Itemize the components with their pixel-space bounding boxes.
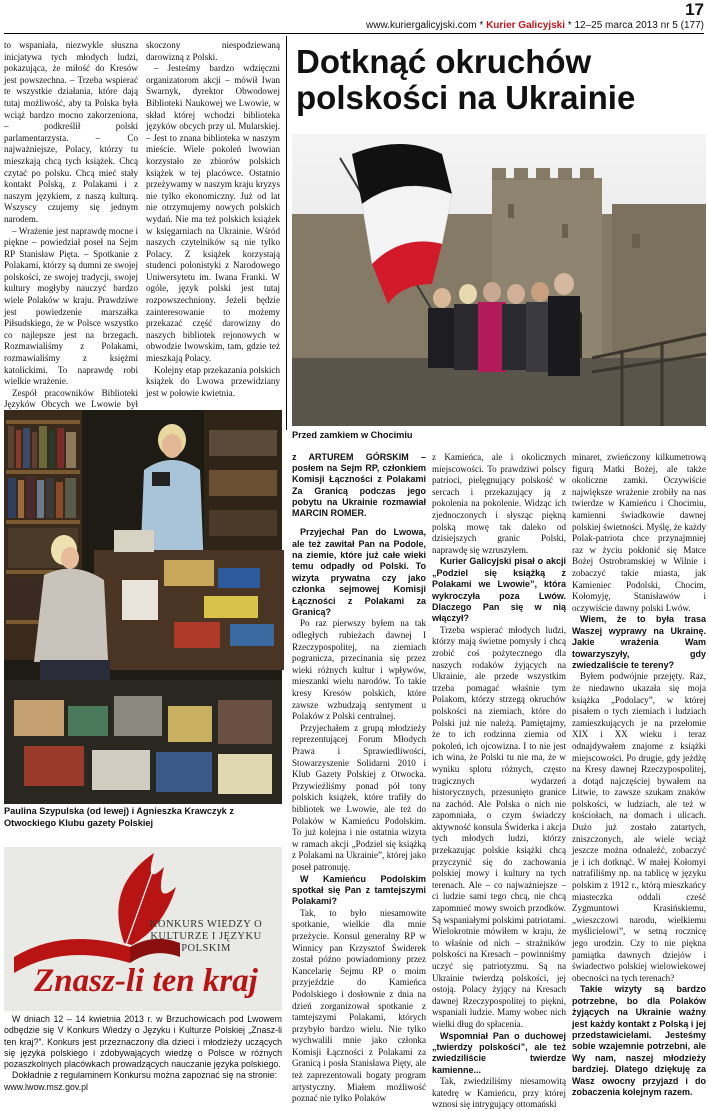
header-website[interactable]: www.kuriergalicyjski.com <box>366 20 477 31</box>
castle-photo <box>292 134 706 426</box>
interview-closing: Takie wizyty są bardzo potrzebne, bo dla Polaków żyjących na Ukrainie ważny jest każdy kontakt z Polską i jej przedstawicielami. Jesteśmy sobie wzajemnie potrzebni, ale Wy nam, naszej młodzieży bardziej. Dlatego dziękuję za Wasz owocny przyjazd i do zobaczenia kolejnym razem. <box>572 984 706 1098</box>
contest-subtitle: KONKURS WIEDZY O KULTURZE I JĘZYKU POLSKIM <box>149 919 263 954</box>
contest-paragraph: Dokładnie z regulaminem Konkursu można zapoznać się na stronie: <box>12 1070 278 1081</box>
col1-paragraph: – Wrażenie jest naprawdę mocne i piękne – powiedział poseł na Sejm RP Stanisław Pięta. – Spotkanie z Polakami, którzy są dumni ze swojej polskości, ze swojej tradycji, swojej kultury mogłyby nauczyć bardzo wiele Polaków w kraju. Prawdziwe jest powiedzenie marszałka Piłsudskiego, że w Polsce wszystko co najlepsze jest na brzegach. Rozmawialiśmy z Polakami, rozmawialiśmy z księżmi katolickimi. To naprawdę robi wielkie wrażenie. <box>4 225 138 387</box>
col1-paragraph: Zespół pracowników Biblioteki Języków Obcych we Lwowie był <box>4 387 138 410</box>
library-photo <box>4 410 282 804</box>
article-title: Dotknąć okruchów polskości na Ukrainie <box>296 43 636 116</box>
interview-question: Wiem, że to była trasa Waszej wyprawy na Ukrainę. Jakie wrażenia Wam towarzyszyły, gdy zwiedzaliście te tereny? <box>572 614 706 670</box>
interview-question: Wspomniał Pan o duchowej „twierdzy polskości”, ale też zwiedziliście twierdze kamienne... <box>432 1030 566 1075</box>
article-title-box <box>286 36 706 128</box>
column-3 <box>292 452 426 1104</box>
header-issue: * 12–25 marca 2013 nr 5 (177) <box>565 20 704 31</box>
contest-paragraph: W dniach 12 – 14 kwietnia 2013 r. w Brzuchowicach pod Lwowem odbędzie się V Konkurs Wiedzy o Języku i Kulturze Polskiej „Znasz-li ten kraj?”. Konkurs jest przeznaczony dla dzieci i młodzieży uczących się języka polskiego i zdobywających wiedzę o Polsce w różnych pozaszkolnych placówkach prowadzących nauczanie języka polskiego. <box>4 1014 282 1070</box>
interview-answer: z Kamieńca, ale i okolicznych miejscowości. To prawdziwi polscy patrioci, pielęgnujący polskość w sercach i przekazujący ją z pokolenia na pokolenie. Widząc ich zjednoczonych i słysząc piękną polską mowę tak daleko od dzisiejszych granic Polski, naprawdę się wzruszyłem. <box>432 452 566 555</box>
interview-answer: Po raz pierwszy byłem na tak odległych rubieżach dawnej I Rzeczypospolitej, na ziemiach pogranicza, przecinania się przez wieki różnych kultur i wpływów, mieszanki wielu narodów. To takie kresy Kresów polskich, które zawsze wzbudzają sentyment u Polaków z Polski centralnej. <box>292 618 426 722</box>
col1-paragraph: to wspaniała, niezwykle słuszna inicjatywa tych młodych ludzi, pokazująca, że miłość do Kresów jest powszechna. – Trzeba wspierać te wszystkie działania, które dają tutaj możliwość, aby ta Polska była wciąż bardzo mocno zakorzeniona, – podkreślił polski parlamentarzysta. – Co najważniejsze, Polacy, którzy tu mieszkają chcą tych książek. Chcą czytać po polsku. Chcą mieć stały kontakt Polską, z Polakami i z naszym językiem, z naszą kulturą. Wszyscy czujemy się jednym narodem. <box>4 40 138 224</box>
interview-question: Przyjechał Pan do Lwowa, ale też zawitał Pan na Podole, na ziemie, które już całe wieki temu odpadły od Polski. To wizyta prywatna czy jako członka sejmowej Komisji Łączności z Polakami za Granicą? <box>292 527 426 618</box>
column-5 <box>572 452 706 1100</box>
interview-question: W Kamieńcu Podolskim spotkał się Pan z tamtejszymi Polakami? <box>292 873 426 907</box>
header-brand: Kurier Galicyjski <box>486 20 566 31</box>
contest-ad <box>4 847 282 1011</box>
interview-answer: Przyjechałem z grupą młodzieży reprezentującej Forum Młodych Prawa i Sprawiedliwości, Stowarzyszenie Solidarni 2010 i Klub Gazety Polskiej z Otwocka. Przywieźliśmy ponad pół tony polskich książek, które trafiły do bibliotek we Lwowie, ale też do Polaków w Kamieńcu Podolskim. To już kolejna i nie ostatnia wizyta w ramach akcji „Podziel się książką z Polakami na Ukrainie”, której jako poseł patronuję. <box>292 722 426 872</box>
library-photo-caption: Paulina Szypulska (od lewej) i Agnieszka Krawczyk z Otwockiego Klubu gazety Polskiej <box>4 806 234 828</box>
interview-answer: Tak, zwiedziliśmy niesamowitą katedrę w Kamieńcu, przy której wznosi się intrygujący ottomański <box>432 1076 566 1110</box>
col2-paragraph: skoczony niespodziewaną darowizną z Polski. <box>146 40 280 62</box>
col2-paragraph: – Jesteśmy bardzo wdzięczni organizatorom akcji – mówił Iwan Swarnyk, dyrektor Obwodowej Biblioteki Naukowej we Lwowie, w skład której wchodzi biblioteka języków obcych przy ul. Mularskiej. – Jest to znana biblioteka w naszym mieście. Wiele pokoleń lwowian korzystało ze zbiorów polskich książek w tej placówce. Ostatnio przeżywamy w naszym kraju kryzys nie tylko ekonomiczny. Już od lat nie otrzymujemy nowych polskich wydań. Nie ma też polskich książek w księgarniach na Ukrainie. Wśród naszych czytelników są nie tylko Polacy. Z książek korzystają studenci polonistyki z Narodowego Uniwersytetu im. Iwana Franki. W ogóle, język polski jest tutaj rozpowszechniony. Jeżeli będzie zainteresowanie to możemy przekazać część darowizny do naszych bibliotek rejonowych w obwodzie lwowskim, tam, gdzie też mieszkają Polacy. <box>146 63 280 364</box>
header-separator: * <box>476 20 487 31</box>
column-4 <box>432 452 566 1110</box>
interview-question: Kurier Galicyjski pisał o akcji „Podziel się książką z Polakami we Lwowie”, która wykroczyła poza Lwów. Dlaczego Pan się w nią włączył? <box>432 556 566 624</box>
interview-answer: Trzeba wspierać młodych ludzi, którzy mają świetne pomysły i chcą zrobić coś pożytecznego dla naszych rodaków żyjących na Ukrainie, ale przede wszystkim trzeba pomagać właśnie tym Polakom, którzy strzegą okruchów polskości na ziemiach, które do Polski już nie należą. Pamiętajmy, że to ich rodzinna ziemia od pokoleń, ich ojcowizna. I to nie jest ich wina, że Polski tu nie ma, że w wyniku splotu różnych, często tragicznych wydarzeń historycznych, przesunięto granice na zachód. Ale Polska o nich nie zapomniała, o czym świadczy aktywność konsula Świderka i akcja tych młodych ludzi, którzy przekazując polskie książki chcą przyczynić się do zachowania polskiej mowy i kultury na tych terenach. Ale – co najważniejsze – ci ludzie sami tego chcą, nie chcą zapomnieć mowy swoich przodków. Są wspaniałymi polskimi patriotami. Wielokrotnie mówiłem w kraju, że to właśnie od nich – strażników polskości na Kresach – powinniśmy uczyć się patriotyzmu. Są na Ukrainie twierdzą polskości, jej ostoją. Polacy żyjący na Kresach dawnej Rzeczypospolitej to piękni, wspaniali ludzie. Mamy wobec nich wielki dług do spłacenia. <box>432 624 566 1029</box>
contest-link[interactable]: www.lwow.msz.gov.pl <box>4 1081 88 1092</box>
col2-paragraph: Kolejny etap przekazania polskich książek do Lwowa przewidziany jest w połowie kwietnia. <box>146 364 280 398</box>
contest-announcement <box>4 1014 282 1093</box>
library-photo-image <box>4 410 282 804</box>
interview-lead: z ARTUREM GÓRSKIM – posłem na Sejm RP, członkiem Komisji Łączności z Polakami Za Granicą podczas jego pobytu na Ukrainie rozmawiał MARCIN ROMER. <box>292 452 426 519</box>
header-issue-line <box>366 20 704 31</box>
interview-answer: minaret, zwieńczony kilkumetrową figurą Matki Bożej, ale także okoliczne zamki. Oczywiście największe wrażenie zrobiły na nas twierdze w Kamieńcu i Chocimiu, kamienni świadkowie dawnej polskiej świetności. Myślę, że każdy Polak-patriota chce przynajmniej raz w życiu pokłonić się Matce Bożej Ostrobramskiej w Wilnie i zobaczyć takie miasta, jak Kamieniec Podolski, Chocim, Kołomyję, Stanisławów i oczywiście dawny polski Lwów. <box>572 452 706 613</box>
page-number: 17 <box>685 0 704 19</box>
castle-photo-caption: Przed zamkiem w Chocimiu <box>292 430 413 440</box>
contest-title: Znasz-li ten kraj <box>34 963 258 999</box>
page-header <box>0 0 708 34</box>
column-2 <box>146 40 280 406</box>
interview-answer: Tak, to było niesamowite spotkanie, wielkie dla mnie przeżycie. Konsul generalny RP w Winnicy pan Krzysztof Świderek został późno powiadomiony przez Kancelarię Sejmu RP o moim przyjeździe do Kamieńca Podolskiego i dosłownie z dnia na dzień zorganizował spotkanie z tamtejszymi Polakami, których przybyło bardzo wielu. Nie tylko wychwalili mnie jako członka Komisji Łączności z Polakami za Granicą i posła Stanisława Pięty, ale też zaprezentowali bogaty program artystyczny. Miałem możliwość poznać nie tylko Polaków <box>292 907 426 1104</box>
header-rule <box>4 33 704 34</box>
castle-photo-image <box>292 134 706 426</box>
interview-answer: Byłem podwójnie przejęty. Raz, że niedawno ukazała się moja książka „Podolacy”, w której pisałem o tych ziemiach i ludziach zamieszkujących je na przełomie XIX i XX wieku i teraz odnajdywałem znajome z książki miejscowości. Po drugie, gdy jeżdżę na Kresy dawnej Rzeczypospolitej, a dotąd najczęściej bywałem na Litwie, to zawsze szukam znaków polskości, w ludziach, ale też w kościołach, na domach i ulicach. Dużo już zostało zatartych, zniszczonych, ale wiele wciąż jeszcze można odnaleźć, zobaczyć je i ich dotknąć. W małej Kołomyi natrafiliśmy np. na tablicę w języku polskim z 1912 r., którą mieszkańcy miasteczka oddali cześć Zygmuntowi Krasińskiemu, „wieszczowi narodu, wielkiemu myślicielowi”, w setną rocznicę jego urodzin. Czy to nie piękna pamiątka dawnych dziejów i świadectwo polskiej wielowiekowej obecności na tych terenach? <box>572 671 706 983</box>
column-1 <box>4 40 138 410</box>
